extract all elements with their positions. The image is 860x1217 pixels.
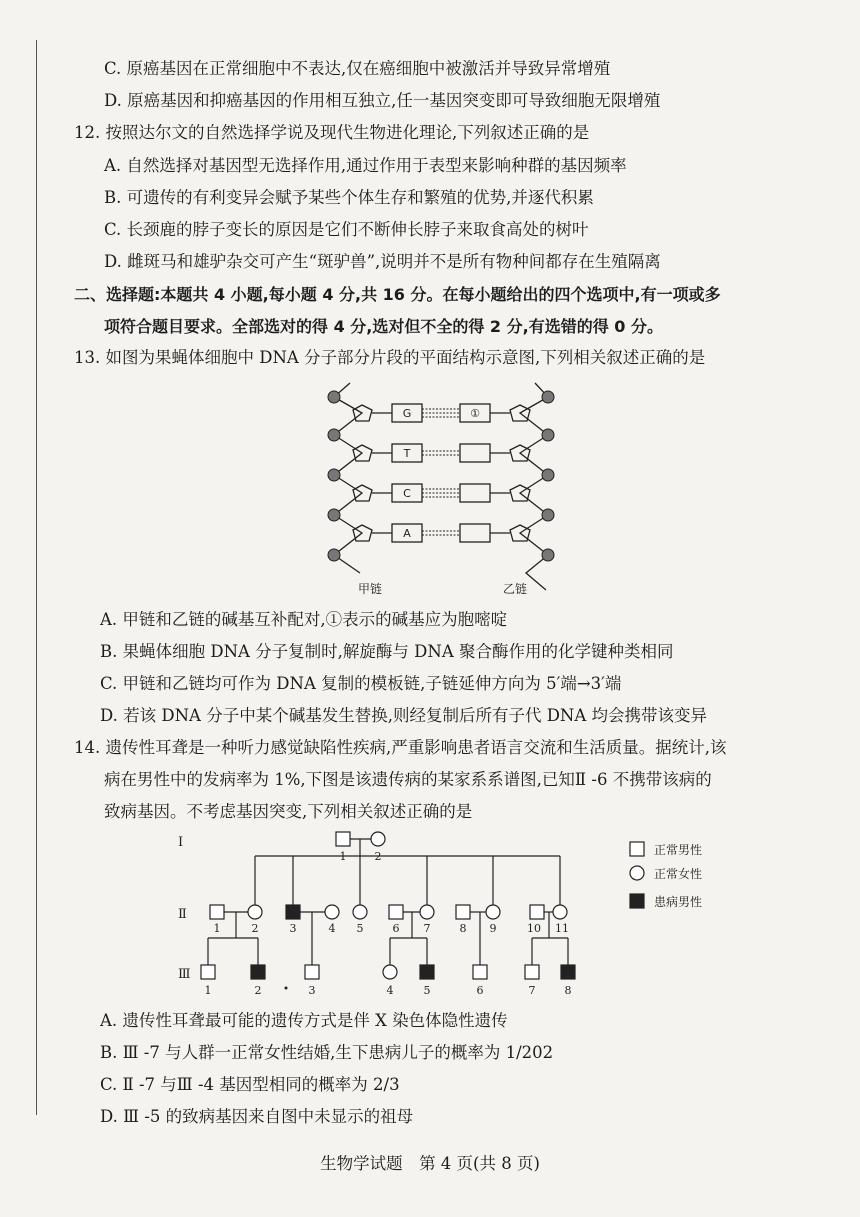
q12-option-b: B. 可遗传的有利变异会赋予某些个体生存和繁殖的优势,并逐代积累 [104,188,594,207]
q14-option-c: C. Ⅱ -7 与Ⅲ -4 基因型相同的概率为 2/3 [100,1075,400,1094]
ii-3-label: 3 [289,922,297,935]
margin-line [36,40,37,1115]
gen-label-ii: Ⅱ [178,907,187,922]
q11-option-c: C. 原癌基因在正常细胞中不表达,仅在癌细胞中被激活并导致异常增殖 [104,59,611,78]
q12-option-a: A. 自然选择对基因型无选择作用,通过作用于表型来影响种群的基因频率 [104,156,627,175]
i-2-label: 2 [374,850,382,863]
page-footer: 生物学试题 第 4 页(共 8 页) [320,1154,540,1173]
ii-8-label: 8 [459,922,467,935]
q13-stem: 13. 如图为果蝇体细胞中 DNA 分子部分片段的平面结构示意图,下列相关叙述正确的是 [74,348,706,367]
q14-stem-line1: 14. 遗传性耳聋是一种听力感觉缺陷性疾病,严重影响患者语言交流和生活质量。据统计,该 [74,738,727,757]
legend-normal-female: 正常女性 [654,867,703,881]
q14-option-d: D. Ⅲ -5 的致病基因来自图中未显示的祖母 [100,1107,414,1126]
q13-option-b: B. 果蝇体细胞 DNA 分子复制时,解旋酶与 DNA 聚合酶作用的化学键种类相同 [100,642,674,661]
section2-header-line1: 二、选择题:本题共 4 小题,每小题 4 分,共 16 分。在每小题给出的四个选项中,有一项或多 [74,285,721,304]
q14-stem-line2: 病在男性中的发病率为 1%,下图是该遗传病的某家系系谱图,已知Ⅱ -6 不携带该病的 [104,770,712,789]
iii-1-label: 1 [204,984,212,997]
iii-7-label: 7 [528,984,536,997]
q13-option-c: C. 甲链和乙链均可作为 DNA 复制的模板链,子链延伸方向为 5′端→3′端 [100,674,622,693]
iii-4-label: 4 [386,984,394,997]
ii-1-label: 1 [213,922,221,935]
q12-option-d: D. 雌斑马和雄驴杂交可产生“斑驴兽”,说明并不是所有物种间都存在生殖隔离 [104,252,661,271]
q12-option-c: C. 长颈鹿的脖子变长的原因是它们不断伸长脖子来取食高处的树叶 [104,220,589,239]
gen-label-i: Ⅰ [178,835,184,850]
iii-8-label: 8 [564,984,572,997]
ii-5-label: 5 [356,922,364,935]
gen-label-iii: Ⅲ [178,967,191,982]
legend-normal-male: 正常男性 [654,843,703,857]
section2-header-line2: 项符合题目要求。全部选对的得 4 分,选对但不全的得 2 分,有选错的得 0 分。 [104,317,663,336]
ii-7-label: 7 [423,922,431,935]
i-1-label: 1 [339,850,347,863]
dna-base-1: ① [470,407,480,420]
ii-9-label: 9 [489,922,497,935]
dna-structure-diagram [320,375,570,600]
iii-3-label: 3 [308,984,316,997]
chain-left-label: 甲链 [357,582,383,596]
q14-option-b: B. Ⅲ -7 与人群一正常女性结婚,生下患病儿子的概率为 1/202 [100,1043,554,1062]
iii-6-label: 6 [476,984,484,997]
q13-option-a: A. 甲链和乙链的碱基互补配对,①表示的碱基应为胞嘧啶 [100,610,508,629]
iii-2-label: 2 [254,984,262,997]
pedigree-chart [160,828,760,1008]
q11-option-d: D. 原癌基因和抑癌基因的作用相互独立,任一基因突变即可导致细胞无限增殖 [104,91,661,110]
dna-base-g: G [402,407,412,420]
q14-option-a: A. 遗传性耳聋最可能的遗传方式是伴 X 染色体隐性遗传 [100,1011,508,1030]
dna-base-c: C [403,487,411,500]
dna-base-a: A [403,527,411,540]
legend-affected-male: 患病男性 [654,895,703,909]
ii-4-label: 4 [328,922,336,935]
q13-option-d: D. 若该 DNA 分子中某个碱基发生替换,则经复制后所有子代 DNA 均会携带该变异 [100,706,708,725]
ii-6-label: 6 [392,922,400,935]
dna-base-t: T [403,447,411,460]
ii-11-label: 11 [555,922,569,935]
ii-10-label: 10 [527,922,541,935]
chain-right-label: 乙链 [502,582,528,596]
ii-2-label: 2 [251,922,259,935]
q14-stem-line3: 致病基因。不考虑基因突变,下列相关叙述正确的是 [104,802,473,821]
iii-5-label: 5 [423,984,431,997]
q12-stem: 12. 按照达尔文的自然选择学说及现代生物进化理论,下列叙述正确的是 [74,123,590,142]
